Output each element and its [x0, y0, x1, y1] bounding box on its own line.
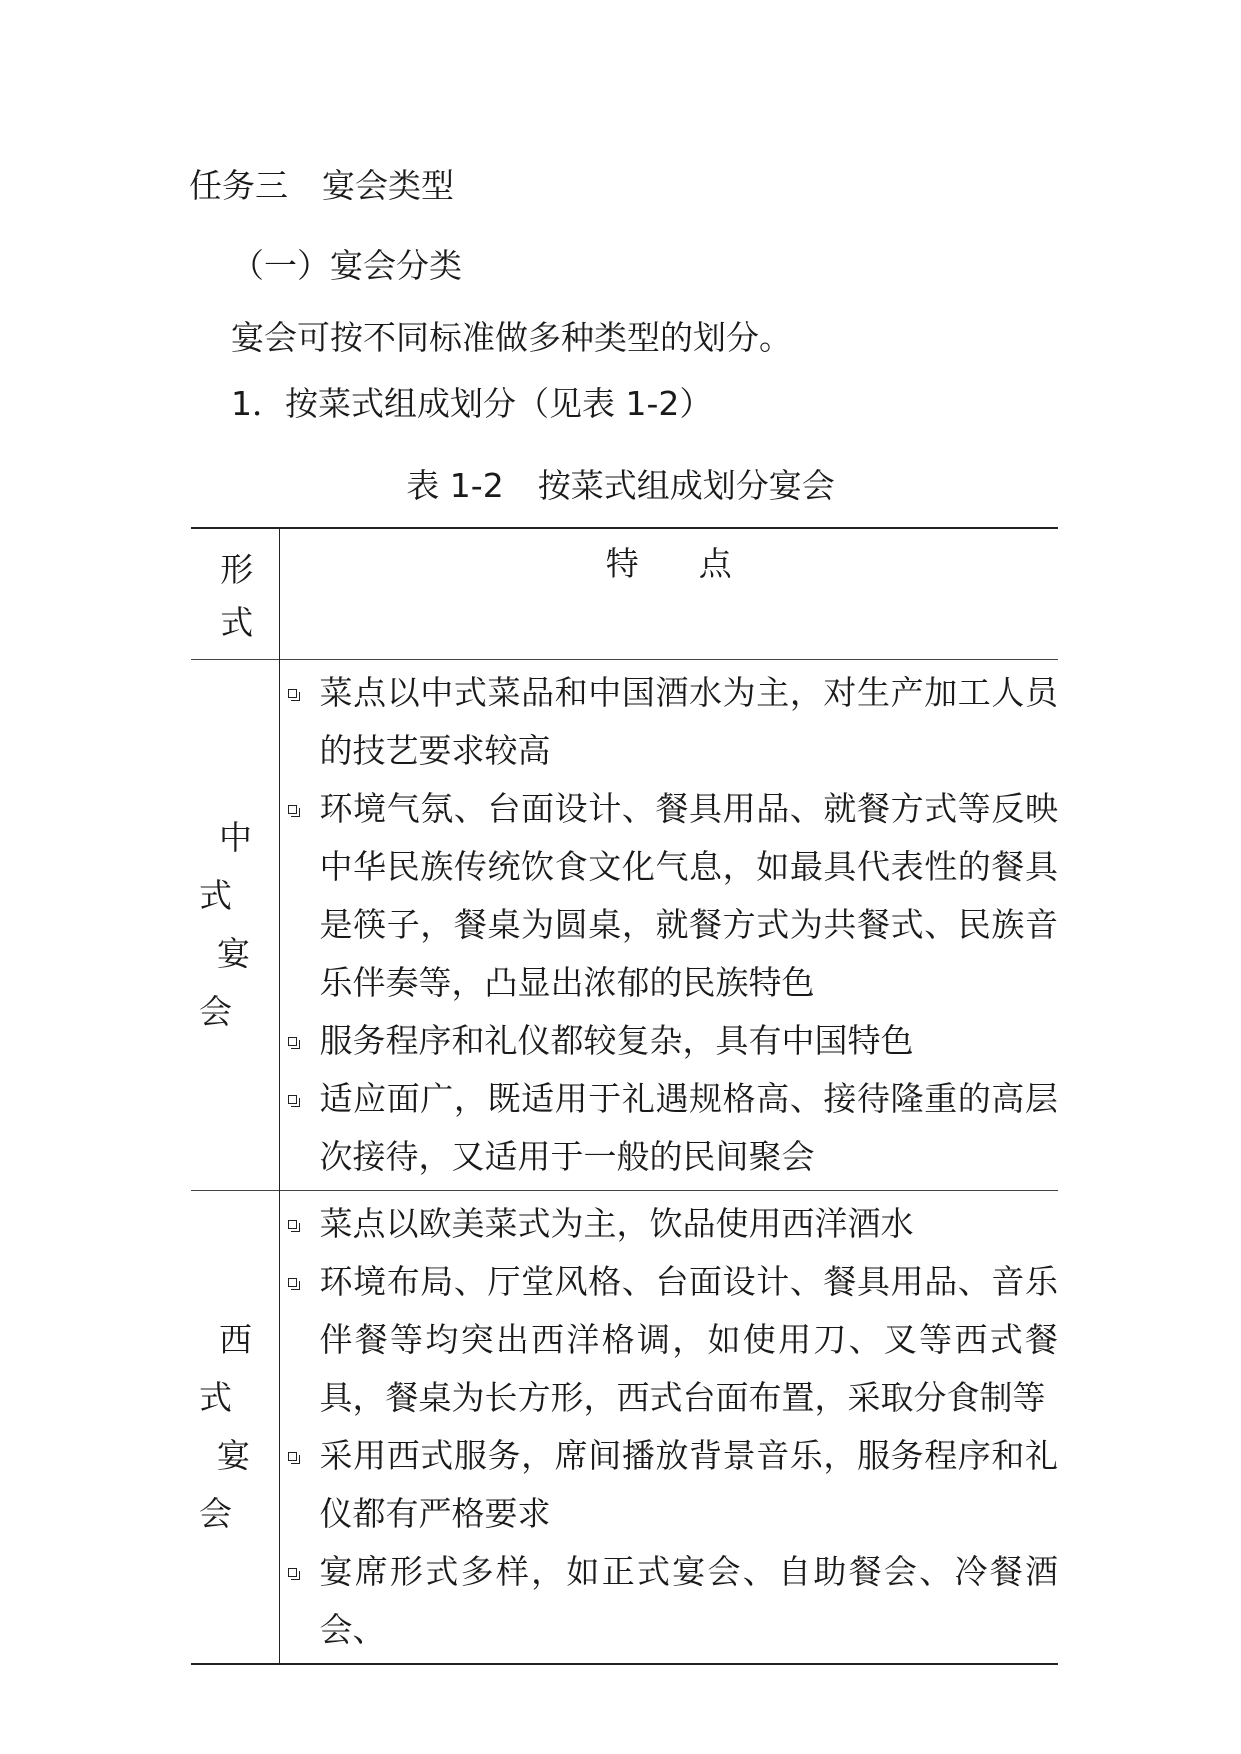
checkbox-bullet-icon	[288, 805, 297, 814]
feature-item: 环境布局、厅堂风格、台面设计、餐具用品、音乐伴餐等均突出西洋格调，如使用刀、叉等西式餐具，餐桌为长方形，西式台面布置，采取分食制等	[280, 1253, 1059, 1427]
feature-item: 菜点以欧美菜式为主，饮品使用西洋酒水	[280, 1195, 1059, 1253]
task-heading-title: 宴会类型	[322, 166, 454, 205]
feature-item: 适应面广，既适用于礼遇规格高、接待隆重的高层次接待，又适用于一般的民间聚会	[280, 1070, 1059, 1186]
feature-item: 菜点以中式菜品和中国酒水为主，对生产加工人员的技艺要求较高	[280, 664, 1059, 780]
form-char: 式	[199, 876, 232, 915]
task-heading-number: 任务三	[189, 166, 288, 205]
form-char: 宴	[217, 934, 250, 973]
feature-cell	[279, 660, 1058, 1191]
form-char: 会	[199, 1494, 232, 1533]
form-char: 会	[199, 992, 232, 1031]
form-char: 式	[199, 1378, 232, 1417]
checkbox-bullet-icon	[288, 1452, 297, 1461]
feature-item: 采用西式服务，席间播放背景音乐，服务程序和礼仪都有严格要求	[280, 1427, 1059, 1543]
table-caption-number: 表 1-2	[406, 466, 504, 505]
checkbox-bullet-icon	[288, 1095, 297, 1104]
header-form-char: 式	[220, 603, 254, 642]
item-heading: 1．按菜式组成划分（见表 1-2）	[231, 384, 713, 423]
header-form-cell	[191, 528, 279, 660]
checkbox-bullet-icon	[288, 1037, 297, 1046]
section-heading: （一）宴会分类	[231, 246, 462, 285]
task-heading	[189, 166, 454, 206]
header-form-char: 形	[220, 550, 254, 589]
form-char: 中	[219, 818, 252, 857]
header-feature-char: 点	[698, 544, 732, 583]
form-cell	[191, 1191, 279, 1665]
form-char: 宴	[217, 1436, 250, 1475]
feature-item: 服务程序和礼仪都较复杂，具有中国特色	[280, 1012, 1059, 1070]
table-caption-title: 按菜式组成划分宴会	[537, 466, 835, 505]
table-row-western-banquet	[191, 1191, 1058, 1665]
header-feature-char: 特	[605, 544, 639, 583]
feature-cell	[279, 1191, 1058, 1665]
form-char: 西	[219, 1320, 252, 1359]
checkbox-bullet-icon	[288, 689, 297, 698]
table-caption	[0, 466, 1241, 506]
feature-item: 宴席形式多样，如正式宴会、自助餐会、冷餐酒会、	[280, 1543, 1059, 1659]
form-cell	[191, 660, 279, 1191]
table-header-row	[191, 528, 1058, 660]
checkbox-bullet-icon	[288, 1220, 297, 1229]
table-row-chinese-banquet	[191, 660, 1058, 1191]
header-feature-cell	[279, 528, 1058, 660]
checkbox-bullet-icon	[288, 1568, 297, 1577]
checkbox-bullet-icon	[288, 1278, 297, 1287]
feature-item: 环境气氛、台面设计、餐具用品、就餐方式等反映中华民族传统饮食文化气息，如最具代表性的餐具是筷子，餐桌为圆桌，就餐方式为共餐式、民族音乐伴奏等，凸显出浓郁的民族特色	[280, 780, 1059, 1012]
banquet-type-table	[191, 527, 1058, 1665]
intro-paragraph: 宴会可按不同标准做多种类型的划分。	[231, 318, 792, 357]
